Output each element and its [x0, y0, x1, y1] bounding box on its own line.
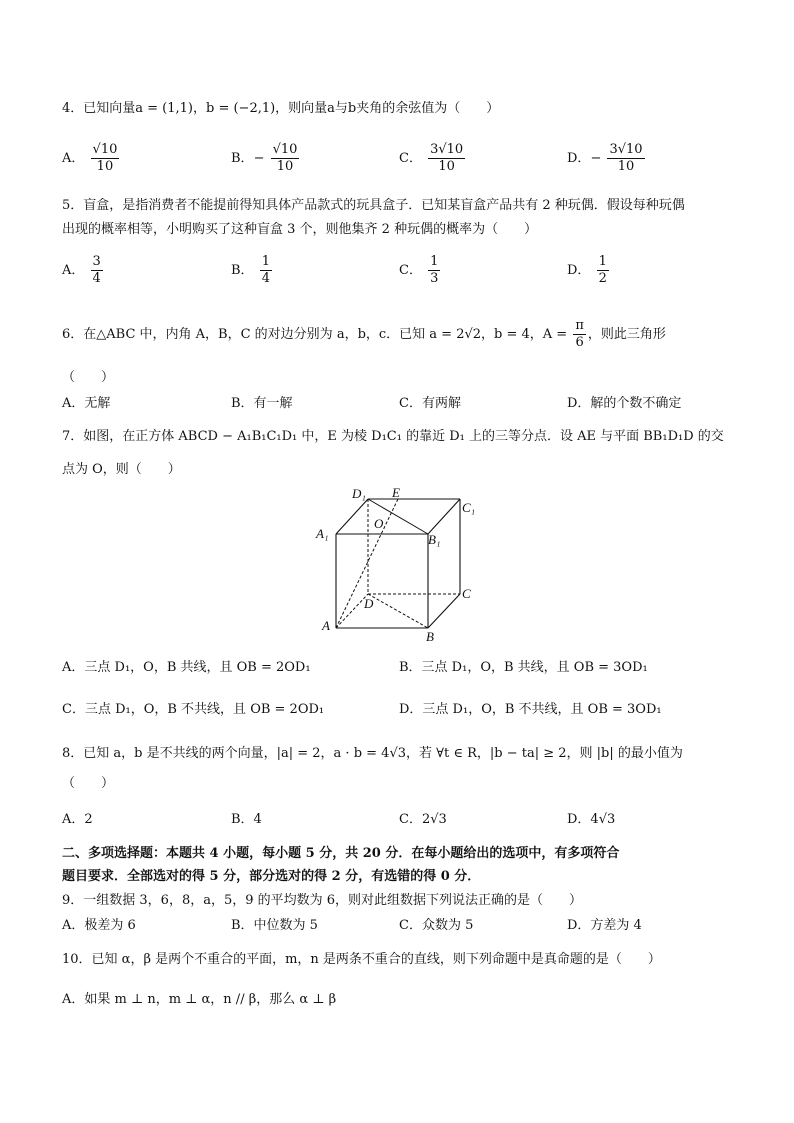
q5-stem-line2: 出现的概率相等，小明购买了这种盲盒 3 个，则他集齐 2 种玩偶的概率为（ ）: [62, 222, 538, 237]
q7-stem-line2: 点为 O，则（ ）: [62, 462, 181, 477]
section2-heading-line2: 题目要求．全部选对的得 5 分，部分选对的得 2 分，有选错的得 0 分．: [62, 869, 481, 884]
q8-paren: （ ）: [62, 776, 115, 791]
label-B1: B₁: [428, 532, 441, 547]
q9-option-b[interactable]: B．中位数为 5: [231, 918, 318, 933]
edge-BC: [428, 594, 460, 628]
q6-option-c[interactable]: C．有两解: [399, 396, 461, 411]
q10-option-a[interactable]: A．如果 m ⊥ n，m ⊥ α，n // β，那么 α ⊥ β: [62, 992, 337, 1007]
q7-option-b[interactable]: B．三点 D₁，O，B 共线，且 OB = 3OD₁: [399, 660, 648, 675]
q9-stem: 9．一组数据 3，6，8，a，5，9 的平均数为 6，则对此组数据下列说法正确的是（ ）: [62, 893, 583, 908]
q9-option-c[interactable]: C．众数为 5: [399, 918, 474, 933]
q4-stem: 4．已知向量a = (1,1)，b = (−2,1)，则向量a与b夹角的余弦值为（ ）: [62, 101, 500, 116]
q5-option-d[interactable]: D． $\frac{1}{2}$: [567, 254, 607, 286]
q8-option-d[interactable]: D．4√3: [567, 812, 616, 827]
cube-figure: [312, 484, 484, 644]
fraction: $\frac{3√10}{10}$: [609, 142, 643, 174]
fraction: $\frac{1}{3}$: [430, 254, 439, 286]
q5-option-b[interactable]: B． $\frac{1}{4}$: [231, 254, 270, 286]
fraction: $\frac{√10}{10}$: [92, 142, 118, 174]
diagonal-DB: [368, 594, 428, 628]
fraction: $\frac{1}{2}$: [598, 254, 607, 286]
label-C: C: [462, 586, 471, 601]
q8-option-b[interactable]: B．4: [231, 812, 262, 827]
q6-paren: （ ）: [62, 370, 115, 385]
q8-option-a[interactable]: A．2: [62, 812, 93, 827]
q4-option-a[interactable]: A． $\frac{√10}{10}$: [62, 142, 118, 174]
q7-stem-line1: 7．如图，在正方体 ABCD − A₁B₁C₁D₁ 中，E 为棱 D₁C₁ 的靠近 D₁ 上的三等分点．设 AE 与平面 BB₁D₁D 的交: [62, 429, 724, 444]
label-O: O: [374, 516, 384, 531]
q8-option-c[interactable]: C．2√3: [399, 812, 447, 827]
angle-fraction: $\frac{\pi}{6}$: [575, 318, 584, 350]
fraction: $\frac{3}{4}$: [92, 254, 101, 286]
fraction: $\frac{√10}{10}$: [272, 142, 298, 174]
q8-stem: 8．已知 a，b 是不共线的两个向量，|a| = 2，a · b = 4√3，若 ∀t ∈ R，|b − ta| ≥ 2，则 |b| 的最小值为: [62, 746, 683, 761]
q6-option-b[interactable]: B．有一解: [231, 396, 293, 411]
label-B: B: [426, 629, 434, 644]
label-E: E: [392, 485, 400, 500]
edge-A1D1: [336, 499, 368, 534]
q10-stem: 10．已知 α，β 是两个不重合的平面，m，n 是两条不重合的直线，则下列命题中是真命题的是（ ）: [62, 952, 661, 967]
q9-option-d[interactable]: D．方差为 4: [567, 918, 642, 933]
label-A1: A₁: [316, 526, 329, 541]
q4-option-c[interactable]: C． $\frac{3√10}{10}$: [399, 142, 464, 174]
q6-option-a[interactable]: A．无解: [62, 396, 111, 411]
label-A: A: [322, 618, 330, 633]
q9-option-a[interactable]: A．极差为 6: [62, 918, 136, 933]
q7-option-a[interactable]: A．三点 D₁，O，B 共线，且 OB = 2OD₁: [62, 660, 311, 675]
q6-stem: 6．在△ABC 中，内角 A，B，C 的对边分别为 a，b，c．已知 a = 2√2，b = 4，A = $\frac{\pi}{6}$ ，则此三角形: [62, 318, 666, 350]
edge-B1C1: [428, 499, 460, 534]
fraction: $\frac{3√10}{10}$: [430, 142, 464, 174]
q7-option-c[interactable]: C．三点 D₁，O，B 不共线，且 OB = 2OD₁: [62, 702, 325, 717]
fraction: $\frac{1}{4}$: [261, 254, 270, 286]
q5-option-c[interactable]: C． $\frac{1}{3}$: [399, 254, 439, 286]
q4-option-b[interactable]: B．− $\frac{√10}{10}$: [231, 142, 298, 174]
q6-option-d[interactable]: D．解的个数不确定: [567, 396, 682, 411]
label-C1: C₁: [462, 500, 476, 515]
q4-option-d[interactable]: D．− $\frac{3√10}{10}$: [567, 142, 643, 174]
label-D: D: [364, 596, 374, 611]
q5-stem-line1: 5．盲盒，是指消费者不能提前得知具体产品款式的玩具盒子．已知某盲盒产品共有 2 种玩偶．假设每种玩偶: [62, 198, 685, 213]
label-D1: D₁: [352, 486, 366, 501]
q7-option-d[interactable]: D．三点 D₁，O，B 不共线，且 OB = 3OD₁: [399, 702, 662, 717]
section2-heading-line1: 二、多项选择题：本题共 4 小题，每小题 5 分，共 20 分．在每小题给出的选项中，有多项符合: [62, 846, 620, 861]
q5-option-a[interactable]: A． $\frac{3}{4}$: [62, 254, 101, 286]
